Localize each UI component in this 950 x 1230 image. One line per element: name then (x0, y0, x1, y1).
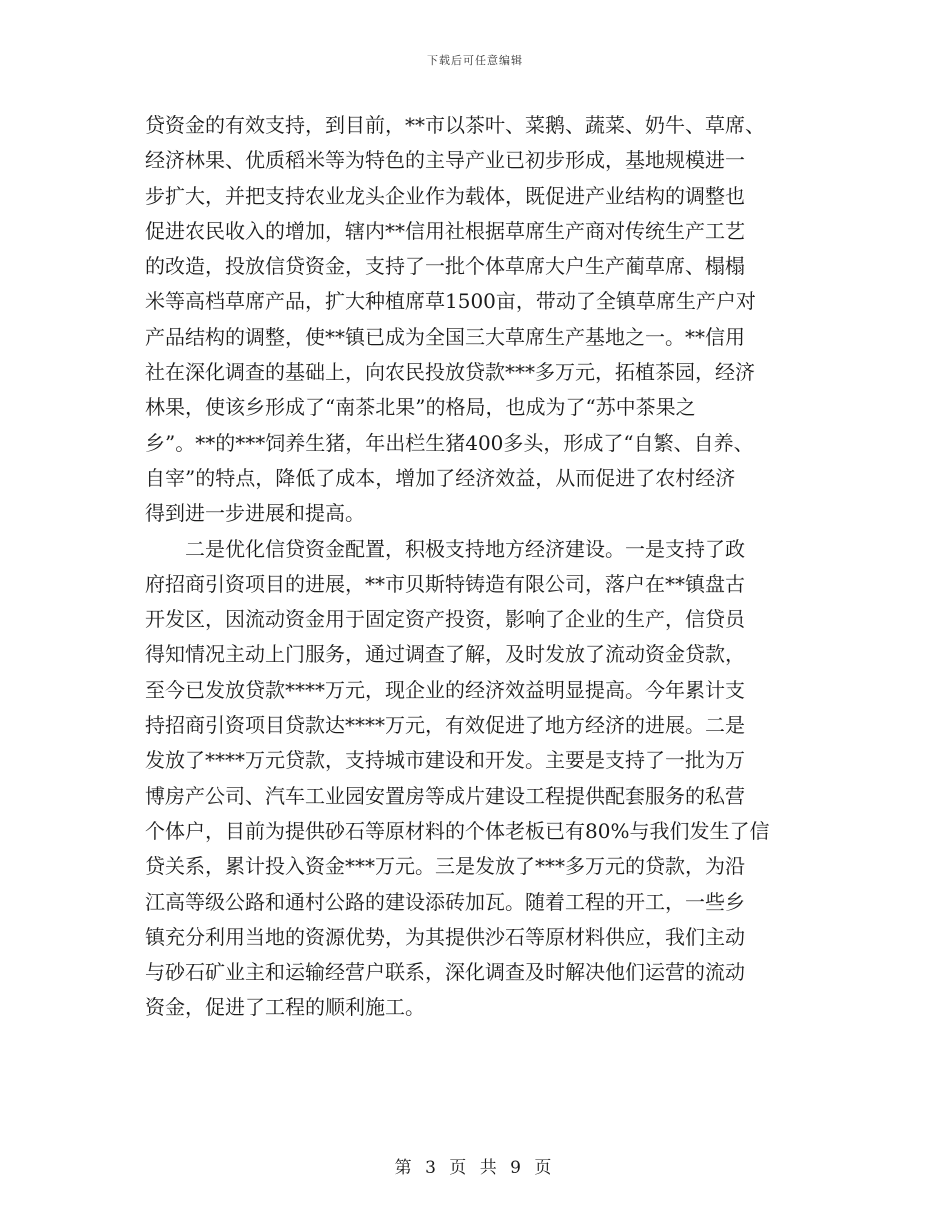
text-line: 林果，使该乡形成了“南茶北果”的格局，也成为了“苏中茶果之 (145, 395, 696, 420)
paragraph-2 (145, 532, 813, 1026)
text-line: 得到进一步进展和提高。 (145, 501, 365, 526)
text-line: 江高等级公路和通村公路的建设添砖加瓦。随着工程的开工，一些乡 (145, 889, 745, 914)
text-line: 博房产公司、汽车工业园安置房等成片建设工程提供配套服务的私营 (145, 783, 745, 808)
text-line: 米等高档草席产品，扩大种植席草1500亩，带动了全镇草席生产户对 (145, 289, 756, 314)
document-body (145, 108, 813, 1026)
text-line: 资金，促进了工程的顺利施工。 (145, 995, 425, 1020)
text-line: 产品结构的调整，使**镇已成为全国三大草席生产基地之一。**信用 (145, 324, 745, 349)
text-line: 府招商引资项目的进展，**市贝斯特铸造有限公司，落户在**镇盘古 (145, 571, 745, 596)
text-line: 促进农民收入的增加，辖内**信用社根据草席生产商对传统生产工艺 (145, 218, 745, 243)
text-line: 开发区，因流动资金用于固定资产投资，影响了企业的生产，信贷员 (145, 607, 745, 632)
text-line: 经济林果、优质稻米等为特色的主导产业已初步形成，基地规模进一 (145, 148, 745, 173)
text-line: 镇充分利用当地的资源优势，为其提供沙石等原材料供应，我们主动 (145, 924, 745, 949)
text-line: 得知情况主动上门服务，通过调查了解，及时发放了流动资金贷款， (145, 642, 745, 667)
text-line: 至今已发放贷款****万元，现企业的经济效益明显提高。今年累计支 (145, 677, 745, 702)
text-line: 与砂石矿业主和运输经营户联系，深化调查及时解决他们运营的流动 (145, 960, 745, 985)
text-line: 持招商引资项目贷款达****万元，有效促进了地方经济的进展。二是 (145, 713, 745, 738)
text-line: 步扩大，并把支持农业龙头企业作为载体，既促进产业结构的调整也 (145, 183, 745, 208)
page-footer: 第 3 页 共 9 页 (394, 1158, 556, 1178)
text-line: 自宰”的特点，降低了成本，增加了经济效益，从而促进了农村经济 (145, 465, 736, 490)
text-line: 社在深化调查的基础上，向农民投放贷款***多万元，拓植茶园，经济 (145, 360, 755, 385)
paragraph-1 (145, 108, 813, 532)
text-line: 乡”。**的***饲养生猪，年出栏生猪400多头，形成了“自繁、自养、 (145, 430, 754, 455)
page-header: 下载后可任意编辑 (427, 54, 523, 67)
text-line: 贷资金的有效支持，到目前，**市以茶叶、菜鹅、蔬菜、奶牛、草席、 (145, 113, 765, 137)
text-line: 贷关系，累计投入资金***万元。三是发放了***多万元的贷款，为沿 (145, 854, 745, 879)
text-line: 个体户，目前为提供砂石等原材料的个体老板已有80%与我们发生了信 (145, 818, 770, 843)
text-line: 二是优化信贷资金配置，积极支持地方经济建设。一是支持了政 (185, 536, 745, 561)
text-line: 发放了****万元贷款，支持城市建设和开发。主要是支持了一批为万 (145, 748, 745, 773)
text-line: 的改造，投放信贷资金，支持了一批个体草席大户生产蔺草席、榻榻 (145, 254, 745, 279)
